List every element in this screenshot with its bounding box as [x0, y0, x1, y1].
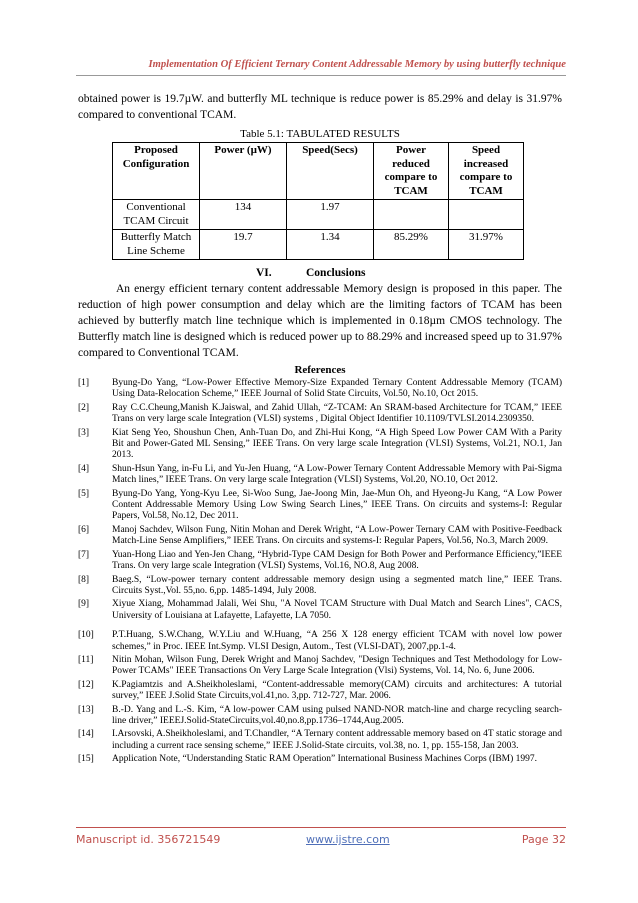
- reference-text: Shun-Hsun Yang, in-Fu Li, and Yu-Jen Huang, “A Low-Power Ternary Content Addressable Memory with Pai-Sigma Match lines,” IEEE Trans. On very large scale Integration (VLSI) Systems, Vol.20, NO.10, Oct 2012.: [112, 463, 562, 486]
- results-table: [112, 142, 524, 260]
- conclusion-paragraph: An energy efficient ternary content addressable Memory design is proposed in this paper. The reduction of high power consumption and delay which are the limiting factors of TCAM has been achieved by butterfly match line technique which is implemented in 0.18µm CMOS technology. The Butterfly match line is designed which is reduced power up to 88.29% and increased speed up to 31.97% compared to Conventional TCAM.: [78, 283, 562, 359]
- reference-number: [13]: [78, 704, 94, 715]
- section-number: VI.: [256, 267, 272, 279]
- table-cell: Butterfly Match Line Scheme: [113, 230, 200, 260]
- table-header-cell: Proposed Configuration: [113, 143, 200, 200]
- reference-number: [7]: [78, 549, 90, 560]
- reference-text: B.-D. Yang and L.-S. Kim, “A low-power CAM using pulsed NAND-NOR match-line and charge recycling search-line driver,” IEEEJ.Solid-StateCircuits,vol.40,no.8,pp.1736–1744,Aug.2005.: [112, 704, 562, 726]
- table-cell: 85.29%: [374, 230, 449, 260]
- reference-number: [9]: [78, 599, 90, 610]
- reference-text: Yuan-Hong Liao and Yen-Jen Chang, “Hybrid-Type CAM Design for Both Power and Performance Efficiency,”IEEE Trans. On very large scale Integration (VLSI) Systems, Vol.16, NO.8, Aug 2008.: [112, 549, 562, 572]
- reference-item: [78, 754, 562, 765]
- reference-item: [78, 525, 562, 548]
- table-cell: [449, 200, 524, 230]
- reference-item: [78, 550, 562, 573]
- reference-item: [78, 464, 562, 487]
- reference-number: [8]: [78, 574, 90, 585]
- reference-number: [10]: [78, 630, 94, 641]
- manuscript-id: Manuscript id. 356721549: [76, 833, 221, 846]
- reference-list: [78, 378, 562, 768]
- reference-number: [12]: [78, 679, 94, 690]
- table-cell: 134: [200, 200, 287, 230]
- reference-number: [2]: [78, 402, 90, 413]
- intro-paragraph: obtained power is 19.7µW. and butterfly ML technique is reduce power is 85.29% and delay is 31.97% compared to conventional TCAM.: [78, 93, 562, 121]
- table-cell: 19.7: [200, 230, 287, 260]
- reference-item: [78, 680, 562, 703]
- reference-text: Baeg.S, “Low-power ternary content addressable memory design using a segmented match line,” IEEE Trans. Circuits Syst.,Vol. 55,no. 6,pp. 1485-1494, July 2008.: [112, 574, 562, 596]
- reference-item: [78, 428, 562, 462]
- reference-text: Byung-Do Yang, Yong-Kyu Lee, Si-Woo Sung, Jae-Joong Min, Jae-Mun Oh, and Hyeong-Ju Kang, “A Low Power Content Addressable Memory Using Low Swing Search Lines,” IEEE Trans. On circuits and systems-I: Regular Papers, Vol.58, No.12, Dec 2011.: [112, 488, 562, 522]
- table-cell: 1.34: [287, 230, 374, 260]
- table-header-row: [113, 143, 524, 200]
- table-cell: Conventional TCAM Circuit: [113, 200, 200, 230]
- reference-text: Application Note, “Understanding Static RAM Operation” International Business Machines Corps (IBM) 1997.: [112, 754, 538, 765]
- journal-website-link[interactable]: www.ijstre.com: [306, 833, 390, 846]
- table-cell: [374, 200, 449, 230]
- reference-text: I.Arsovski, A.Sheikholeslami, and T.Chandler, “A Ternary content addressable memory based on 4T static storage and including a current race sensing scheme,” IEEE J.Solid-State circuits, vol.38, no. 1, pp. 155-158, Jan 2003.: [112, 729, 562, 751]
- references-heading: References: [294, 364, 346, 376]
- reference-item: [78, 403, 562, 426]
- table-cell: 31.97%: [449, 230, 524, 260]
- table-row: [113, 200, 524, 230]
- table-cell: 1.97: [287, 200, 374, 230]
- reference-text: Byung-Do Yang, “Low-Power Effective Memory-Size Expanded Ternary Content Addressable Memory (TCAM) Using Data-Relocation Scheme,” IEEE Journal of Solid State Circuits, Vol.50, No.10, Oct 2015.: [112, 378, 562, 400]
- table-caption: Table 5.1: TABULATED RESULTS: [240, 128, 400, 140]
- reference-text: K.Pagiamtzis and A.Sheikholeslami, “Content-addressable memory(CAM) circuits and architectures: A tutorial survey,” IEEE J.Solid State Circuits,vol.41,no. 3,pp. 712-727, Mar. 2006.: [112, 679, 562, 702]
- reference-text: P.T.Huang, S.W.Chang, W.Y.Liu and W.Huang, “A 256 X 128 energy efficient TCAM with novel low power schemes,” in Proc. IEEE Int.Symp. VLSI Design, Autom., Test (VLSI-DAT), 2007,pp.1-4.: [112, 630, 562, 652]
- reference-item: [78, 729, 562, 752]
- reference-number: [4]: [78, 463, 90, 474]
- reference-number: [1]: [78, 378, 90, 388]
- reference-text: Ray C.C.Cheung,Manish K.Jaiswal, and Zahid Ullah, “Z-TCAM: An SRAM-based Architecture for TCAM,” IEEE Trans on very large scale Integration (VLSI) systems , Digital Object Identifier 10.1109/TVLSI.2014.2309350.: [112, 402, 562, 425]
- reference-item: [78, 575, 562, 598]
- reference-number: [14]: [78, 729, 94, 740]
- table-row: [113, 230, 524, 260]
- reference-text: Nitin Mohan, Wilson Fung, Derek Wright and Manoj Sachdev, "Design Techniques and Test Methodology for Low-Power TCAMs" IEEE Transactions On Very Large Scale Integration (Vlsi) Systems, Vol. 14, No. 6, June 2006.: [112, 654, 562, 677]
- table-header-cell: Power (µW): [200, 143, 287, 200]
- table-header-cell: Power reduced compare to TCAM: [374, 143, 449, 200]
- reference-text: Xiyue Xiang, Mohammad Jalali, Wei Shu, "A Novel TCAM Structure with Dual Match and Search Lines", CACS, University of Louisiana at Lafayette, Lafayette, LA 7050.: [112, 599, 562, 621]
- header-divider: [76, 75, 566, 76]
- section-title: Conclusions: [306, 267, 366, 279]
- reference-number: [6]: [78, 524, 90, 535]
- reference-text: Kiat Seng Yeo, Shoushun Chen, Anh-Tuan Do, and Zhi-Hui Kong, “A High Speed Low Power CAM With a Parity Bit and Power-Gated ML Sensing,” IEEE Trans. On very large scale Integration (VLSI) Systems, Vol.21, NO.1, Jan 2013.: [112, 427, 562, 461]
- reference-number: [15]: [78, 754, 94, 765]
- reference-number: [5]: [78, 488, 90, 499]
- reference-number: [11]: [78, 654, 94, 665]
- reference-text: Manoj Sachdev, Wilson Fung, Nitin Mohan and Derek Wright, “A Low-Power Ternary CAM with Positive-Feedback Match-Line Sense Amplifiers,” IEEE Trans. On circuits and systems-I: Regular Papers, Vol.56, No.3, March 2009.: [112, 524, 562, 547]
- reference-number: [3]: [78, 427, 90, 438]
- reference-item: [78, 655, 562, 678]
- page-number: Page 32: [521, 833, 566, 846]
- reference-item: [78, 599, 562, 622]
- table-header-cell: Speed(Secs): [287, 143, 374, 200]
- reference-item: [78, 378, 562, 401]
- footer-divider: [76, 827, 566, 828]
- reference-item: [78, 630, 562, 653]
- reference-item: [78, 705, 562, 728]
- running-header: Implementation Of Efficient Ternary Content Addressable Memory by using butterfly technique: [148, 59, 566, 70]
- table-header-cell: Speed increased compare to TCAM: [449, 143, 524, 200]
- reference-item: [78, 489, 562, 523]
